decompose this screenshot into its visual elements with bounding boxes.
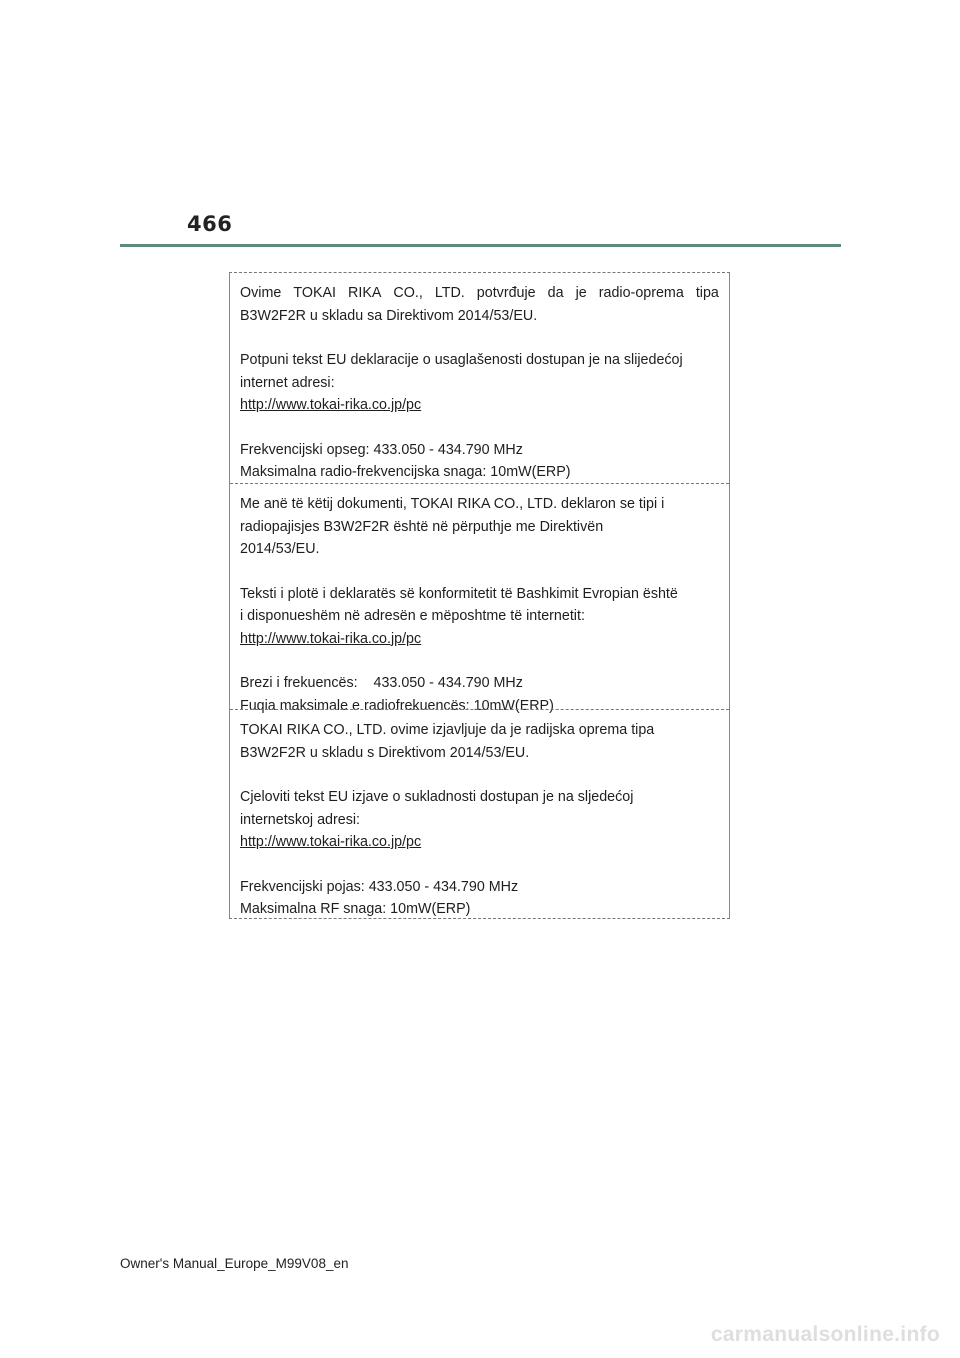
statement-line: Ovime TOKAI RIKA CO., LTD. potvrđuje da je radio-oprema tipa bbox=[240, 285, 719, 301]
frequency-range: Frekvencijski pojas: 433.050 - 434.790 MHz bbox=[240, 878, 519, 895]
conformity-statement bbox=[240, 282, 719, 327]
page-number: 466 bbox=[187, 212, 233, 236]
max-power: Maksimalna radio-frekvencijska snaga: 10mW(ERP) bbox=[240, 464, 571, 480]
statement-line: Me anë të këtij dokumenti, TOKAI RIKA CO., LTD. deklaron se tipi i bbox=[240, 496, 665, 512]
manual-footer: Owner's Manual_Europe_M99V08_en bbox=[120, 1256, 349, 1271]
availability-line: Potpuni tekst EU deklaracije o usaglašenosti dostupan je na slijedećoj bbox=[240, 352, 683, 368]
declaration-section-bosnian bbox=[230, 273, 729, 483]
declaration-section-croatian bbox=[230, 709, 729, 918]
availability-line: internetskoj adresi: bbox=[240, 811, 360, 828]
availability-line: Cjeloviti tekst EU izjave o sukladnosti dostupan je na sljedećoj bbox=[240, 789, 634, 805]
radio-specs bbox=[240, 439, 719, 484]
radio-specs bbox=[240, 876, 719, 921]
declaration-section-albanian bbox=[230, 483, 729, 714]
declaration-url-link[interactable]: http://www.tokai-rika.co.jp/pc bbox=[240, 834, 422, 850]
declaration-url-link[interactable]: http://www.tokai-rika.co.jp/pc bbox=[240, 630, 422, 647]
declaration-url-link[interactable]: http://www.tokai-rika.co.jp/pc bbox=[240, 397, 422, 413]
statement-line: 2014/53/EU. bbox=[240, 541, 320, 557]
availability-line: internet adresi: bbox=[240, 374, 335, 391]
max-power: Maksimalna RF snaga: 10mW(ERP) bbox=[240, 901, 471, 917]
conformity-statement bbox=[240, 719, 719, 764]
frequency-range: Frekvencijski opseg: 433.050 - 434.790 MHz bbox=[240, 441, 523, 458]
statement-line: B3W2F2R u skladu s Direktivom 2014/53/EU. bbox=[240, 744, 530, 761]
max-power: Fuqia maksimale e radiofrekuencës: 10mW(ERP) bbox=[240, 697, 554, 714]
statement-line: TOKAI RIKA CO., LTD. ovime izjavljuje da je radijska oprema tipa bbox=[240, 722, 655, 738]
statement-line: B3W2F2R u skladu sa Direktivom 2014/53/EU. bbox=[240, 307, 538, 324]
header-divider bbox=[120, 244, 841, 247]
availability-line: Teksti i plotë i deklaratës së konformitetit të Bashkimit Evropian është bbox=[240, 585, 678, 602]
availability-text bbox=[240, 583, 719, 651]
statement-line: radiopajisjes B3W2F2R është në përputhje me Direktivën bbox=[240, 518, 604, 535]
frequency-range: Brezi i frekuencës: 433.050 - 434.790 MHz bbox=[240, 675, 523, 691]
availability-text bbox=[240, 349, 719, 417]
availability-line: i disponueshëm në adresën e mëposhtme të internetit: bbox=[240, 608, 585, 624]
availability-text bbox=[240, 786, 719, 854]
site-watermark: carmanualsonline.info bbox=[710, 1323, 940, 1346]
conformity-statement bbox=[240, 493, 719, 561]
declaration-box bbox=[229, 272, 730, 919]
